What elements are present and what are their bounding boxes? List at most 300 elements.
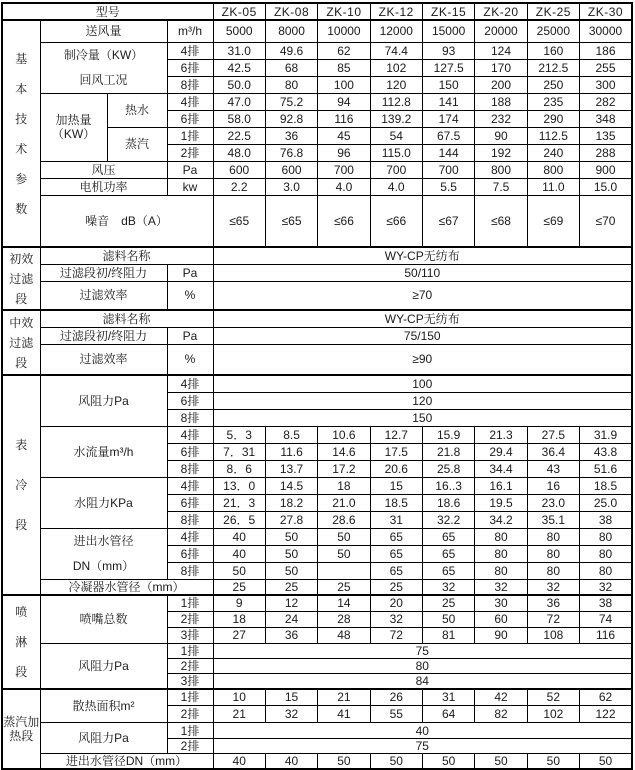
value-cell: 90 bbox=[475, 127, 527, 144]
value-cell: 290 bbox=[527, 110, 579, 127]
value-cell: 30000 bbox=[580, 20, 632, 42]
value-cell: 40 bbox=[213, 545, 265, 562]
value-cell: 112.5 bbox=[527, 127, 579, 144]
row-count-label: 6排 bbox=[167, 443, 213, 460]
value-cell: 30 bbox=[475, 595, 527, 611]
value-cell: 65 bbox=[370, 563, 422, 579]
row-count-label: 6排 bbox=[167, 545, 213, 562]
value-cell: 25 bbox=[318, 579, 370, 595]
value-cell: 135 bbox=[580, 127, 632, 144]
value-cell: 62 bbox=[318, 42, 370, 59]
value-cell-span: ≥90 bbox=[213, 344, 632, 375]
value-cell-span: 84 bbox=[213, 673, 632, 689]
value-cell: 8000 bbox=[265, 20, 317, 42]
value-cell: 25000 bbox=[527, 20, 579, 42]
value-cell: 15 bbox=[265, 689, 317, 706]
row-label: 过滤段初/终阻力 bbox=[40, 264, 167, 281]
value-cell: 75.2 bbox=[265, 93, 317, 110]
table-row bbox=[2, 310, 632, 327]
value-cell: 20000 bbox=[475, 20, 527, 42]
row-count-label: 6排 bbox=[167, 494, 213, 511]
value-cell: 127.5 bbox=[422, 59, 474, 76]
row-count-label: 1排 bbox=[167, 595, 213, 611]
value-cell: 31.0 bbox=[213, 42, 265, 59]
value-cell: 900 bbox=[580, 161, 632, 178]
table-row bbox=[2, 20, 632, 42]
value-cell: 40 bbox=[213, 528, 265, 545]
value-cell: 170 bbox=[475, 59, 527, 76]
value-cell: 64 bbox=[422, 706, 474, 723]
value-cell: ≤66 bbox=[318, 195, 370, 247]
value-cell: 212.5 bbox=[527, 59, 579, 76]
value-cell-span: 100 bbox=[213, 375, 632, 392]
value-cell: 28.6 bbox=[318, 511, 370, 528]
value-cell: 116 bbox=[318, 110, 370, 127]
value-cell: 600 bbox=[213, 161, 265, 178]
value-cell: 15 bbox=[370, 477, 422, 494]
value-cell: 42.5 bbox=[213, 59, 265, 76]
row-count-label: 2排 bbox=[167, 658, 213, 673]
value-cell: 80 bbox=[580, 528, 632, 545]
value-cell: 15.0 bbox=[580, 178, 632, 195]
value-cell: 80 bbox=[527, 545, 579, 562]
value-cell: 250 bbox=[527, 76, 579, 93]
model-column-header: ZK-05 bbox=[213, 3, 265, 20]
row-label: 蒸汽 bbox=[107, 127, 167, 161]
value-cell: ≤68 bbox=[475, 195, 527, 247]
value-cell: 27.5 bbox=[527, 426, 579, 443]
value-cell: 65 bbox=[370, 545, 422, 562]
value-cell: 14.6 bbox=[318, 443, 370, 460]
value-cell: 15.9 bbox=[422, 426, 474, 443]
table-row bbox=[2, 375, 632, 392]
value-cell: 102 bbox=[370, 59, 422, 76]
table-row bbox=[2, 264, 632, 281]
value-cell: 36 bbox=[265, 127, 317, 144]
value-cell: 14.5 bbox=[265, 477, 317, 494]
row-label: 制冷量（KW） 回风工况 bbox=[40, 42, 167, 93]
value-cell: 18.2 bbox=[265, 494, 317, 511]
value-cell: 50 bbox=[370, 754, 422, 770]
value-cell: 5.5 bbox=[422, 178, 474, 195]
value-cell: 26．5 bbox=[213, 511, 265, 528]
value-cell: 32 bbox=[422, 579, 474, 595]
value-cell: 74 bbox=[580, 611, 632, 627]
value-cell: 18.6 bbox=[422, 494, 474, 511]
row-label: 进出水管径 DN（mm） bbox=[40, 528, 167, 579]
value-cell: 80 bbox=[475, 545, 527, 562]
value-cell: 255 bbox=[580, 59, 632, 76]
value-cell: 60 bbox=[475, 611, 527, 627]
value-cell: 144 bbox=[422, 144, 474, 161]
value-cell: 72 bbox=[527, 611, 579, 627]
table-row bbox=[2, 327, 632, 344]
value-cell: 55 bbox=[370, 706, 422, 723]
value-cell: 21 bbox=[318, 689, 370, 706]
table-row bbox=[2, 178, 632, 195]
value-cell: 141 bbox=[422, 93, 474, 110]
value-cell: 150 bbox=[422, 76, 474, 93]
value-cell: 124 bbox=[475, 42, 527, 59]
value-cell: 800 bbox=[527, 161, 579, 178]
value-cell: 32 bbox=[580, 579, 632, 595]
value-cell: 16..3 bbox=[422, 477, 474, 494]
row-count-label: 3排 bbox=[167, 627, 213, 643]
row-count-label: 6排 bbox=[167, 110, 213, 127]
row-count-label: 8排 bbox=[167, 460, 213, 477]
row-count-label: 2排 bbox=[167, 611, 213, 627]
value-cell: 8．6 bbox=[213, 460, 265, 477]
value-cell-span: 50/110 bbox=[213, 264, 632, 281]
table-row bbox=[2, 689, 632, 706]
value-cell: 94 bbox=[318, 93, 370, 110]
value-cell: 700 bbox=[370, 161, 422, 178]
value-cell: 7．31 bbox=[213, 443, 265, 460]
table-row bbox=[2, 195, 632, 247]
value-cell: 235 bbox=[527, 93, 579, 110]
value-cell: 21.0 bbox=[318, 494, 370, 511]
value-cell-span: 75 bbox=[213, 643, 632, 658]
row-count-label: 4排 bbox=[167, 426, 213, 443]
row-label: 水阻力KPa bbox=[40, 477, 167, 528]
value-cell: 80 bbox=[527, 528, 579, 545]
value-cell: 80 bbox=[580, 563, 632, 579]
value-cell: 65 bbox=[422, 563, 474, 579]
model-column-header: ZK-08 bbox=[265, 3, 317, 20]
row-label: 热水 bbox=[107, 93, 167, 127]
value-cell: 50 bbox=[213, 563, 265, 579]
row-label: 滤料名称 bbox=[40, 247, 213, 264]
value-cell: 18 bbox=[318, 477, 370, 494]
value-cell: 48.0 bbox=[213, 144, 265, 161]
value-cell-span: 120 bbox=[213, 392, 632, 409]
value-cell: 54 bbox=[370, 127, 422, 144]
model-column-header: ZK-25 bbox=[527, 3, 579, 20]
value-cell: 288 bbox=[580, 144, 632, 161]
value-cell: 27.8 bbox=[265, 511, 317, 528]
value-cell: 32 bbox=[265, 706, 317, 723]
row-label: 加热量 （KW） bbox=[40, 93, 107, 161]
value-cell: 90 bbox=[475, 627, 527, 643]
table-row bbox=[2, 643, 632, 658]
row-count-label: 4排 bbox=[167, 93, 213, 110]
table-row bbox=[2, 161, 632, 178]
value-cell: 192 bbox=[475, 144, 527, 161]
value-cell: 50 bbox=[475, 754, 527, 770]
row-label: 冷凝器水管径（mm） bbox=[40, 579, 213, 595]
row-label: 过滤段初/终阻力 bbox=[40, 327, 167, 344]
value-cell: 102 bbox=[527, 706, 579, 723]
row-count-label: 2排 bbox=[167, 706, 213, 723]
value-cell: 800 bbox=[475, 161, 527, 178]
value-cell: 92.8 bbox=[265, 110, 317, 127]
model-column-header: ZK-30 bbox=[580, 3, 632, 20]
value-cell: 80 bbox=[580, 545, 632, 562]
value-cell: 25.0 bbox=[580, 494, 632, 511]
table-row bbox=[2, 579, 632, 595]
table-row bbox=[2, 281, 632, 310]
value-cell: 22.5 bbox=[213, 127, 265, 144]
value-cell: 8.5 bbox=[265, 426, 317, 443]
model-column-header: ZK-20 bbox=[475, 3, 527, 20]
table-row bbox=[2, 344, 632, 375]
value-cell: 5．3 bbox=[213, 426, 265, 443]
model-column-header: ZK-12 bbox=[370, 3, 422, 20]
value-cell: 120 bbox=[370, 76, 422, 93]
value-cell-span: 75/150 bbox=[213, 327, 632, 344]
table-row bbox=[2, 42, 632, 59]
value-cell-span: WY-CP无纺布 bbox=[213, 310, 632, 327]
section-label-medium-filter: 中效 过滤 段 bbox=[2, 310, 40, 375]
value-cell: 13．0 bbox=[213, 477, 265, 494]
value-cell: 85 bbox=[318, 59, 370, 76]
row-count-label: 1排 bbox=[167, 689, 213, 706]
value-cell: 31.9 bbox=[580, 426, 632, 443]
value-cell: 13.7 bbox=[265, 460, 317, 477]
value-cell: 43 bbox=[527, 460, 579, 477]
value-cell: 10 bbox=[213, 689, 265, 706]
value-cell: 50 bbox=[527, 754, 579, 770]
value-cell: 5000 bbox=[213, 20, 265, 42]
value-cell: 12.7 bbox=[370, 426, 422, 443]
row-label: 滤料名称 bbox=[40, 310, 213, 327]
value-cell: 38 bbox=[580, 595, 632, 611]
value-cell: 240 bbox=[527, 144, 579, 161]
value-cell-span: 150 bbox=[213, 409, 632, 426]
value-cell: 49.6 bbox=[265, 42, 317, 59]
value-cell: 40 bbox=[213, 754, 265, 770]
value-cell: 68 bbox=[265, 59, 317, 76]
value-cell-span: WY-CP无纺布 bbox=[213, 247, 632, 264]
value-cell: 11.6 bbox=[265, 443, 317, 460]
value-cell: 116 bbox=[580, 627, 632, 643]
value-cell: ≤66 bbox=[370, 195, 422, 247]
row-count-label: 6排 bbox=[167, 392, 213, 409]
row-count-label: 1排 bbox=[167, 127, 213, 144]
spec-table bbox=[1, 2, 633, 770]
row-count-label: 4排 bbox=[167, 42, 213, 59]
value-cell: 74.4 bbox=[370, 42, 422, 59]
value-cell: 18.5 bbox=[370, 494, 422, 511]
value-cell: 200 bbox=[475, 76, 527, 93]
value-cell: 20 bbox=[370, 595, 422, 611]
value-cell: 10000 bbox=[318, 20, 370, 42]
value-cell: 50 bbox=[422, 611, 474, 627]
row-count-label: 8排 bbox=[167, 409, 213, 426]
value-cell: 41 bbox=[318, 706, 370, 723]
value-cell: 17.2 bbox=[318, 460, 370, 477]
value-cell: 17.5 bbox=[370, 443, 422, 460]
row-label: 风阻力Pa bbox=[40, 643, 167, 689]
value-cell: 31 bbox=[422, 689, 474, 706]
row-count-label: 4排 bbox=[167, 477, 213, 494]
unit-label: m³/h bbox=[167, 20, 213, 42]
value-cell: 67.5 bbox=[422, 127, 474, 144]
value-cell: 25 bbox=[213, 579, 265, 595]
value-cell: 139.2 bbox=[370, 110, 422, 127]
value-cell: 4.0 bbox=[370, 178, 422, 195]
value-cell: 21.3 bbox=[475, 426, 527, 443]
section-label-spray: 喷 淋 段 bbox=[2, 595, 40, 689]
row-count-label: 4排 bbox=[167, 528, 213, 545]
table-row bbox=[2, 528, 632, 545]
value-cell: 12 bbox=[265, 595, 317, 611]
value-cell: 19.5 bbox=[475, 494, 527, 511]
row-count-label: 2排 bbox=[167, 144, 213, 161]
value-cell: 50 bbox=[422, 754, 474, 770]
section-label-surface-cooling: 表 冷 段 bbox=[2, 375, 40, 595]
value-cell: 50 bbox=[318, 545, 370, 562]
value-cell: 16.1 bbox=[475, 477, 527, 494]
value-cell: 32 bbox=[370, 611, 422, 627]
value-cell: 700 bbox=[318, 161, 370, 178]
unit-label: Pa bbox=[167, 161, 213, 178]
value-cell: 174 bbox=[422, 110, 474, 127]
value-cell: 48 bbox=[318, 627, 370, 643]
value-cell: 80 bbox=[475, 528, 527, 545]
value-cell: 348 bbox=[580, 110, 632, 127]
row-count-label: 1排 bbox=[167, 643, 213, 658]
row-label: 过滤效率 bbox=[40, 281, 167, 310]
value-cell: 15000 bbox=[422, 20, 474, 42]
value-cell: 62 bbox=[580, 689, 632, 706]
value-cell: 160 bbox=[527, 42, 579, 59]
model-row-label: 型号 bbox=[2, 3, 213, 20]
table-row bbox=[2, 426, 632, 443]
unit-label: % bbox=[167, 281, 213, 310]
value-cell: 50 bbox=[580, 754, 632, 770]
value-cell: 12000 bbox=[370, 20, 422, 42]
value-cell: 81 bbox=[422, 627, 474, 643]
row-count-label: 6排 bbox=[167, 59, 213, 76]
model-column-header: ZK-15 bbox=[422, 3, 474, 20]
value-cell: 50 bbox=[318, 528, 370, 545]
value-cell: 700 bbox=[422, 161, 474, 178]
value-cell: 38 bbox=[580, 511, 632, 528]
row-label: 噪音 dB（A） bbox=[40, 195, 213, 247]
value-cell: ≤69 bbox=[527, 195, 579, 247]
value-cell: 18.5 bbox=[580, 477, 632, 494]
value-cell: 16 bbox=[527, 477, 579, 494]
value-cell: 50 bbox=[318, 754, 370, 770]
value-cell: 50 bbox=[265, 528, 317, 545]
value-cell: ≤67 bbox=[422, 195, 474, 247]
row-count-label: 2排 bbox=[167, 739, 213, 754]
value-cell: 9 bbox=[213, 595, 265, 611]
value-cell: 65 bbox=[422, 545, 474, 562]
value-cell: 25 bbox=[265, 579, 317, 595]
value-cell: 36 bbox=[527, 595, 579, 611]
value-cell: 600 bbox=[265, 161, 317, 178]
value-cell: 47.0 bbox=[213, 93, 265, 110]
value-cell: 32 bbox=[475, 579, 527, 595]
value-cell: 80 bbox=[265, 76, 317, 93]
table-row bbox=[2, 754, 632, 770]
value-cell: 80 bbox=[475, 563, 527, 579]
value-cell: 50 bbox=[265, 563, 317, 579]
value-cell: 42 bbox=[475, 689, 527, 706]
row-label: 进出水管径DN（mm） bbox=[40, 754, 213, 770]
value-cell: 34.4 bbox=[475, 460, 527, 477]
value-cell: 58.0 bbox=[213, 110, 265, 127]
value-cell: 80 bbox=[527, 563, 579, 579]
value-cell: 72 bbox=[370, 627, 422, 643]
value-cell: 21．3 bbox=[213, 494, 265, 511]
value-cell: 4.0 bbox=[318, 178, 370, 195]
row-label: 风阻力Pa bbox=[40, 723, 167, 754]
value-cell: 282 bbox=[580, 93, 632, 110]
table-row bbox=[2, 723, 632, 739]
value-cell: 35.1 bbox=[527, 511, 579, 528]
value-cell: 23.0 bbox=[527, 494, 579, 511]
row-count-label: 8排 bbox=[167, 563, 213, 579]
value-cell: 36.4 bbox=[527, 443, 579, 460]
row-label: 电机功率 bbox=[40, 178, 167, 195]
value-cell: 51.6 bbox=[580, 460, 632, 477]
model-column-header: ZK-10 bbox=[318, 3, 370, 20]
section-label-primary-filter: 初效 过滤 段 bbox=[2, 247, 40, 310]
value-cell: ≤65 bbox=[213, 195, 265, 247]
value-cell: 21.8 bbox=[422, 443, 474, 460]
value-cell: 7.5 bbox=[475, 178, 527, 195]
table-row bbox=[2, 3, 632, 20]
value-cell: 122 bbox=[580, 706, 632, 723]
value-cell: 108 bbox=[527, 627, 579, 643]
row-count-label: 4排 bbox=[167, 375, 213, 392]
value-cell: 82 bbox=[475, 706, 527, 723]
section-label-basic-tech-params: 基 本 技 术 参 数 bbox=[2, 20, 40, 247]
value-cell: 14 bbox=[318, 595, 370, 611]
row-label: 送风量 bbox=[40, 20, 167, 42]
value-cell: 28 bbox=[318, 611, 370, 627]
table-row bbox=[2, 247, 632, 264]
value-cell: 52 bbox=[527, 689, 579, 706]
value-cell: 25 bbox=[370, 579, 422, 595]
row-label: 风压 bbox=[40, 161, 167, 178]
value-cell: 93 bbox=[422, 42, 474, 59]
value-cell: 76.8 bbox=[265, 144, 317, 161]
value-cell: 65 bbox=[422, 528, 474, 545]
value-cell: 3.0 bbox=[265, 178, 317, 195]
table-row bbox=[2, 477, 632, 494]
value-cell: 100 bbox=[318, 76, 370, 93]
section-label-steam-heating: 蒸汽加 热段 bbox=[2, 689, 40, 770]
value-cell: ≤70 bbox=[580, 195, 632, 247]
row-count-label: 1排 bbox=[167, 723, 213, 739]
unit-label: % bbox=[167, 344, 213, 375]
table-row bbox=[2, 595, 632, 611]
value-cell: 45 bbox=[318, 127, 370, 144]
value-cell: 188 bbox=[475, 93, 527, 110]
value-cell: 27 bbox=[213, 627, 265, 643]
unit-label: Pa bbox=[167, 264, 213, 281]
value-cell: 31 bbox=[370, 511, 422, 528]
value-cell: 34.2 bbox=[475, 511, 527, 528]
row-label: 风阻力Pa bbox=[40, 375, 167, 426]
value-cell: 10.6 bbox=[318, 426, 370, 443]
value-cell: 43.8 bbox=[580, 443, 632, 460]
row-label: 喷嘴总数 bbox=[40, 595, 167, 643]
value-cell: 300 bbox=[580, 76, 632, 93]
value-cell: 24 bbox=[265, 611, 317, 627]
value-cell: 11.0 bbox=[527, 178, 579, 195]
value-cell-span: 75 bbox=[213, 739, 632, 754]
value-cell: 50.0 bbox=[213, 76, 265, 93]
unit-label: Pa bbox=[167, 327, 213, 344]
value-cell: 232 bbox=[475, 110, 527, 127]
value-cell: 186 bbox=[580, 42, 632, 59]
value-cell: 26 bbox=[370, 689, 422, 706]
